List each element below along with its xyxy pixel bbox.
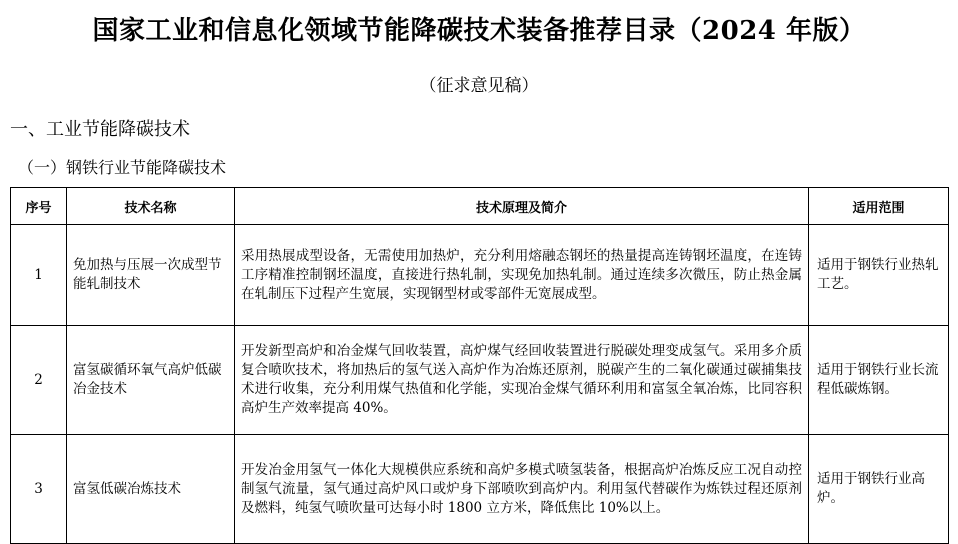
row-index: 3 <box>11 435 67 544</box>
application-scope: 适用于钢铁行业热轧工艺。 <box>809 225 949 326</box>
table-row <box>11 435 949 544</box>
row-index: 1 <box>11 225 67 326</box>
technology-name: 富氢碳循环氧气高炉低碳冶金技术 <box>67 326 235 435</box>
header-principle: 技术原理及简介 <box>235 188 809 225</box>
technology-principle: 采用热展成型设备，无需使用加热炉，充分利用熔融态钢坯的热量提高连铸钢坯温度，在连铸工序精准控制钢坯温度，直接进行热轧制，实现免加热轧制。通过连续多次微压，防止热金属在轧制压下过程产生宽展，实现钢型材或零部件无宽展成型。 <box>235 225 809 326</box>
table-row <box>11 326 949 435</box>
table-row <box>11 225 949 326</box>
technology-table <box>10 187 949 544</box>
technology-name: 富氢低碳冶炼技术 <box>67 435 235 544</box>
document-title: 国家工业和信息化领域节能降碳技术装备推荐目录（2024 年版） <box>92 16 866 46</box>
application-scope: 适用于钢铁行业长流程低碳炼钢。 <box>809 326 949 435</box>
subsection-heading: （一）钢铁行业节能降碳技术 <box>18 158 227 177</box>
application-scope: 适用于钢铁行业高炉。 <box>809 435 949 544</box>
table-header-row <box>11 188 949 225</box>
document-subtitle: （征求意见稿） <box>419 76 539 96</box>
row-index: 2 <box>11 326 67 435</box>
header-index: 序号 <box>11 188 67 225</box>
header-scope: 适用范围 <box>809 188 949 225</box>
section-heading: 一、工业节能降碳技术 <box>10 119 190 140</box>
technology-principle: 开发新型高炉和冶金煤气回收装置，高炉煤气经回收装置进行脱碳处理变成氢气。采用多介质复合喷吹技术，将加热后的氢气送入高炉作为冶炼还原剂，脱碳产生的二氧化碳通过碳捕集技术进行收集，充分利用煤气热值和化学能，实现冶金煤气循环利用和富氢全氧冶炼，比同容积高炉生产效率提高 40%。 <box>235 326 809 435</box>
header-technology-name: 技术名称 <box>67 188 235 225</box>
technology-principle: 开发冶金用氢气一体化大规模供应系统和高炉多模式喷氢装备，根据高炉冶炼反应工况自动控制氢气流量，氢气通过高炉风口或炉身下部喷吹到高炉内。利用氢代替碳作为炼铁过程还原剂及燃料，纯氢气喷吹量可达每小时 1800 立方米，降低焦比 10%以上。 <box>235 435 809 544</box>
technology-name: 免加热与压展一次成型节能轧制技术 <box>67 225 235 326</box>
